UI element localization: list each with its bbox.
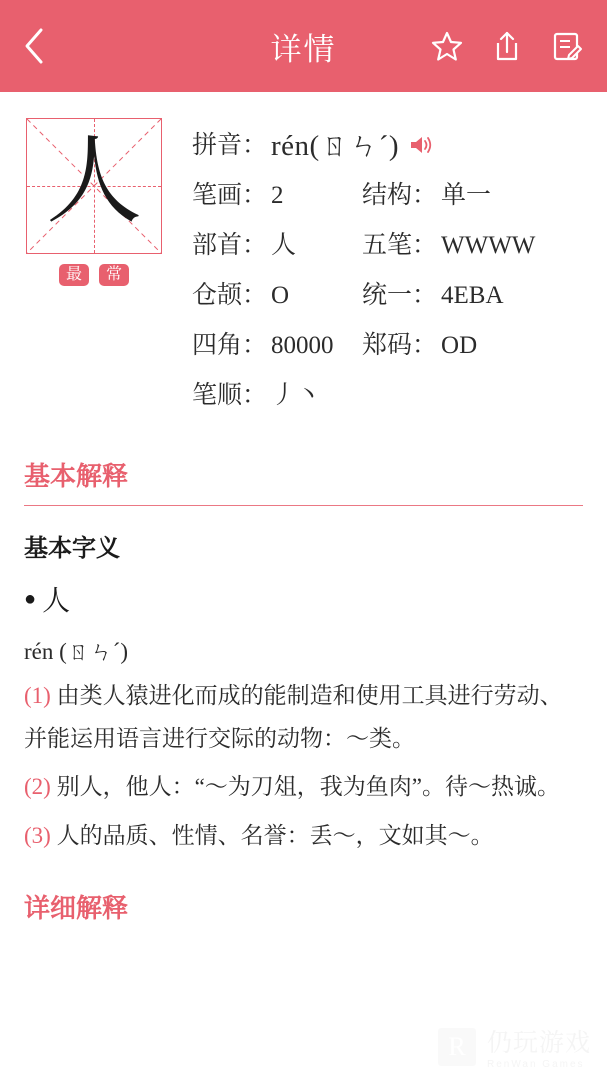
field-zhengma [362, 325, 477, 361]
share-icon[interactable] [489, 28, 525, 64]
field-unicode [362, 275, 504, 311]
headword-pinyin: rén (ㄖㄣˊ) [24, 639, 129, 664]
watermark-text [487, 1023, 591, 1070]
headword: 人 [42, 586, 71, 617]
field-row-cangjie [192, 268, 583, 318]
bullet-icon: ● [24, 587, 37, 610]
watermark-sub: RenWan Games [486, 1059, 585, 1070]
definition-text: 别人，他人：“～为刀俎，我为鱼肉”。待～热诚。 [56, 774, 560, 800]
basic-explanation-section [0, 428, 607, 860]
watermark-logo-icon: R [435, 1025, 479, 1069]
definition-item [24, 763, 583, 812]
definition-number: (1) [24, 683, 51, 708]
field-row-stroke-order [192, 368, 583, 418]
field-row-strokes [192, 168, 583, 218]
wubi-value: WWWW [441, 232, 536, 259]
tag-common: 常 [99, 264, 129, 286]
wubi-label: 五笔： [362, 232, 438, 259]
definition-item [24, 672, 583, 763]
stroke-order-label: 笔顺： [192, 382, 268, 409]
page-title: 详情 [270, 31, 337, 67]
zhengma-label: 郑码： [362, 332, 438, 359]
radical-label: 部首： [192, 232, 268, 259]
speaker-icon[interactable] [409, 134, 433, 156]
definition-text: 由类人猿进化而成的能制造和使用工具进行劳动、并能运用语言进行交际的动物：～类。 [24, 683, 563, 751]
field-cangjie [192, 275, 362, 311]
character-grid [26, 118, 162, 254]
watermark-main: 仍玩游戏 [486, 1030, 591, 1057]
chevron-left-icon [22, 26, 46, 66]
sijiao-value: 80000 [271, 332, 334, 359]
strokes-value: 2 [271, 182, 284, 209]
field-row-sijiao [192, 318, 583, 368]
radical-value: 人 [271, 232, 297, 259]
stroke-order-value: 丿丶 [271, 382, 322, 409]
cangjie-label: 仓颉： [192, 282, 268, 309]
favorite-star-icon[interactable] [429, 28, 465, 64]
character-fields [164, 118, 583, 418]
definition-number: (3) [24, 822, 51, 848]
field-row-radical [192, 218, 583, 268]
basic-section-divider [24, 505, 583, 506]
note-edit-icon[interactable] [549, 28, 585, 64]
field-stroke-order [192, 375, 362, 411]
field-row-pinyin [192, 118, 583, 168]
unicode-value: 4EBA [441, 282, 504, 309]
detail-section-title: 详细解释 [24, 894, 129, 924]
structure-value: 单一 [441, 182, 492, 209]
pinyin-label: 拼音： [192, 132, 268, 159]
character-tags [59, 264, 129, 286]
field-sijiao [192, 325, 362, 361]
structure-label: 结构： [362, 182, 438, 209]
character-glyph: 人 [46, 128, 142, 236]
definition-number: (2) [24, 774, 51, 800]
strokes-label: 笔画： [192, 182, 268, 209]
cangjie-value: O [271, 282, 290, 309]
basic-subtitle: 基本字义 [24, 536, 120, 562]
detail-explanation-section [0, 860, 607, 937]
header-actions [429, 28, 585, 64]
field-strokes [192, 175, 362, 211]
definition-text: 人的品质、性情、名誉：丢～，文如其～。 [56, 822, 494, 848]
field-structure [362, 175, 491, 211]
headword-line [24, 569, 583, 625]
back-button[interactable] [22, 24, 66, 68]
character-info [0, 92, 607, 428]
zhengma-value: OD [441, 332, 478, 359]
watermark [435, 1023, 591, 1070]
field-radical [192, 225, 362, 261]
tag-most: 最 [59, 264, 89, 286]
basic-section-title: 基本解释 [24, 462, 129, 491]
character-column [24, 118, 164, 418]
definition-item [24, 812, 583, 861]
field-wubi [362, 225, 535, 261]
app-header [0, 0, 607, 92]
pinyin-value: rén(ㄖㄣˊ) [271, 129, 400, 162]
unicode-label: 统一： [362, 282, 438, 309]
sijiao-label: 四角： [192, 332, 268, 359]
